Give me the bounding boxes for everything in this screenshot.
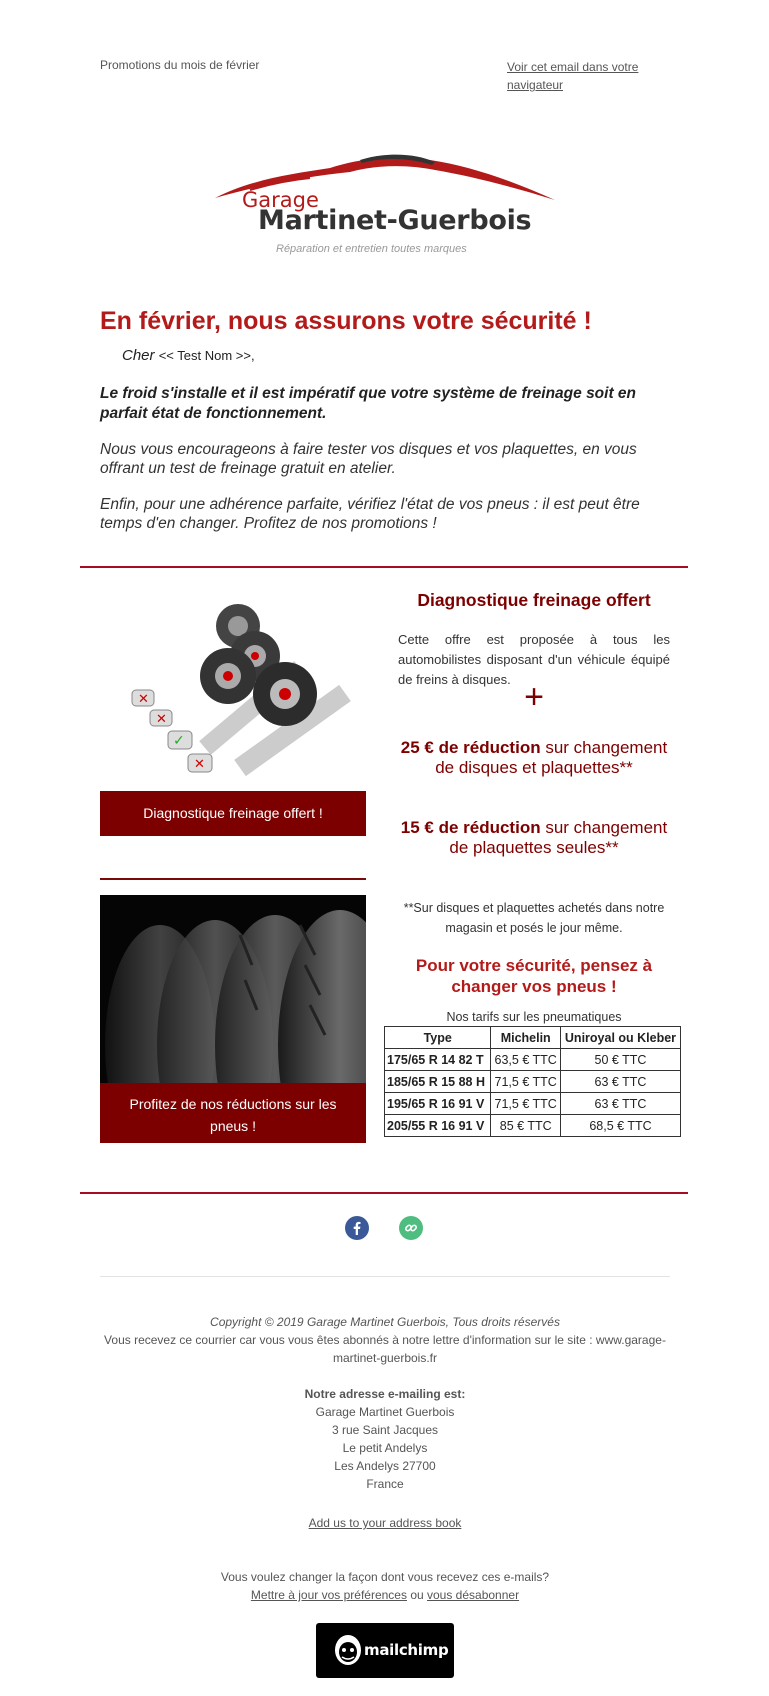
tires-photo[interactable] — [100, 895, 366, 1083]
address-line: Garage Martinet Guerbois — [315, 1405, 455, 1419]
address-line: France — [366, 1477, 404, 1491]
mailing-address — [100, 1385, 670, 1493]
table-cell: 63 € TTC — [560, 1093, 680, 1115]
logo-garage-text: Garage — [242, 188, 319, 212]
address-line: Les Andelys 27700 — [334, 1459, 436, 1473]
checklist-boxes — [132, 690, 212, 772]
promo-pads-only — [398, 818, 670, 858]
table-row — [385, 1071, 681, 1093]
unsubscribe-link[interactable]: vous désabonner — [427, 1588, 520, 1602]
divider-top — [80, 566, 688, 568]
brake-diagnostic-button[interactable]: Diagnostique freinage offert ! — [100, 791, 366, 836]
table-row — [385, 1049, 681, 1071]
offer-title: Diagnostique freinage offert — [417, 590, 651, 610]
table-cell: 185/65 R 15 88 H — [385, 1071, 491, 1093]
table-cell: 63 € TTC — [560, 1071, 680, 1093]
divider-bottom — [80, 1192, 688, 1194]
table-row — [385, 1093, 681, 1115]
table-cell: 50 € TTC — [560, 1049, 680, 1071]
table-header: Michelin — [491, 1027, 561, 1049]
greeting — [122, 347, 255, 364]
logo-tagline: Réparation et entretien toutes marques — [276, 243, 467, 255]
intro-paragraph-2: Enfin, pour une adhérence parfaite, vérifiez l'état de vos pneus : il est peut être temps d'en changer. Profitez de nos promotions ! — [100, 496, 640, 532]
facebook-icon[interactable] — [345, 1216, 369, 1240]
greeting-name: << Test Nom >>, — [158, 348, 255, 363]
table-cell: 195/65 R 16 91 V — [385, 1093, 491, 1115]
tire-safety-title: Pour votre sécurité, pensez à changer vos pneus ! — [415, 956, 653, 996]
table-header-row — [385, 1027, 681, 1049]
add-to-address-book-link[interactable]: Add us to your address book — [308, 1516, 462, 1530]
or-text: ou — [406, 1588, 427, 1602]
intro-paragraph-1: Nous vous encourageons à faire tester vos disques et vos plaquettes, en vous offrant un test de freinage gratuit en atelier. — [100, 441, 637, 477]
intro-bold-text: Le froid s'installe et il est impératif que votre système de freinage soit en parfait état de fonctionnement. — [100, 385, 637, 422]
tire-prices-caption: Nos tarifs sur les pneumatiques — [446, 1010, 622, 1024]
divider-left — [100, 878, 366, 880]
greeting-word: Cher — [122, 347, 155, 364]
garage-logo — [210, 150, 560, 260]
address-line: Le petit Andelys — [342, 1441, 428, 1455]
address-line: 3 rue Saint Jacques — [331, 1423, 439, 1437]
website-link-icon[interactable] — [399, 1216, 423, 1240]
table-header: Uniroyal ou Kleber — [560, 1027, 680, 1049]
copyright: Copyright © 2019 Garage Martinet Guerbois, Tous droits réservés — [210, 1315, 560, 1329]
subscription-notice: Vous recevez ce courrier car vous vous êtes abonnés à notre lettre d'information sur le site : www.garage-martinet-guerbois.fr — [104, 1333, 666, 1365]
table-cell: 68,5 € TTC — [560, 1115, 680, 1137]
tires-checklist-image[interactable] — [110, 598, 358, 778]
table-cell: 71,5 € TTC — [491, 1071, 561, 1093]
table-row — [385, 1115, 681, 1137]
table-cell: 71,5 € TTC — [491, 1093, 561, 1115]
preheader-text: Promotions du mois de février — [100, 58, 260, 72]
promo-footnote: **Sur disques et plaquettes achetés dans notre magasin et posés le jour même. — [403, 901, 665, 935]
change-question: Vous voulez changer la façon dont vous recevez ces e-mails? — [220, 1570, 550, 1584]
table-cell: 63,5 € TTC — [491, 1049, 561, 1071]
view-in-browser-link[interactable]: Voir cet email dans votre navigateur — [507, 60, 639, 92]
table-cell: 85 € TTC — [491, 1115, 561, 1137]
table-cell: 175/65 R 14 82 T — [385, 1049, 491, 1071]
svg-text:✓: ✓ — [173, 733, 185, 749]
tire-prices-table — [384, 1026, 681, 1137]
svg-text:✕: ✕ — [156, 712, 167, 727]
footer-divider — [100, 1276, 670, 1277]
mailchimp-text: mailchimp — [364, 1641, 449, 1659]
promo-1-amount: 25 € de réduction — [400, 738, 541, 757]
page-title: En février, nous assurons votre sécurité ! — [100, 307, 592, 335]
logo-name-text: Martinet-Guerbois — [258, 205, 532, 236]
table-header: Type — [385, 1027, 491, 1049]
promo-1-text: sur changement de disques et plaquettes** — [435, 738, 668, 777]
preferences-block — [100, 1568, 670, 1604]
svg-text:✕: ✕ — [194, 757, 205, 772]
promo-2-amount: 15 € de réduction — [400, 818, 541, 837]
tire-discount-button[interactable]: Profitez de nos réductions sur les pneus ! — [100, 1083, 366, 1143]
mailchimp-logo-icon — [328, 1623, 368, 1678]
mailchimp-badge[interactable] — [316, 1623, 454, 1678]
address-label: Notre adresse e-mailing est: — [304, 1387, 466, 1401]
promo-discs-pads — [398, 738, 670, 778]
table-cell: 205/55 R 16 91 V — [385, 1115, 491, 1137]
promo-2-text: sur changement de plaquettes seules** — [449, 818, 668, 857]
update-preferences-link[interactable]: Mettre à jour vos préférences — [250, 1588, 407, 1602]
plus-symbol: + — [524, 678, 544, 716]
offer-description: Cette offre est proposée à tous les automobilistes disposant d'un véhicule équipé de freins à disques. — [398, 632, 670, 687]
svg-text:✕: ✕ — [138, 692, 149, 707]
